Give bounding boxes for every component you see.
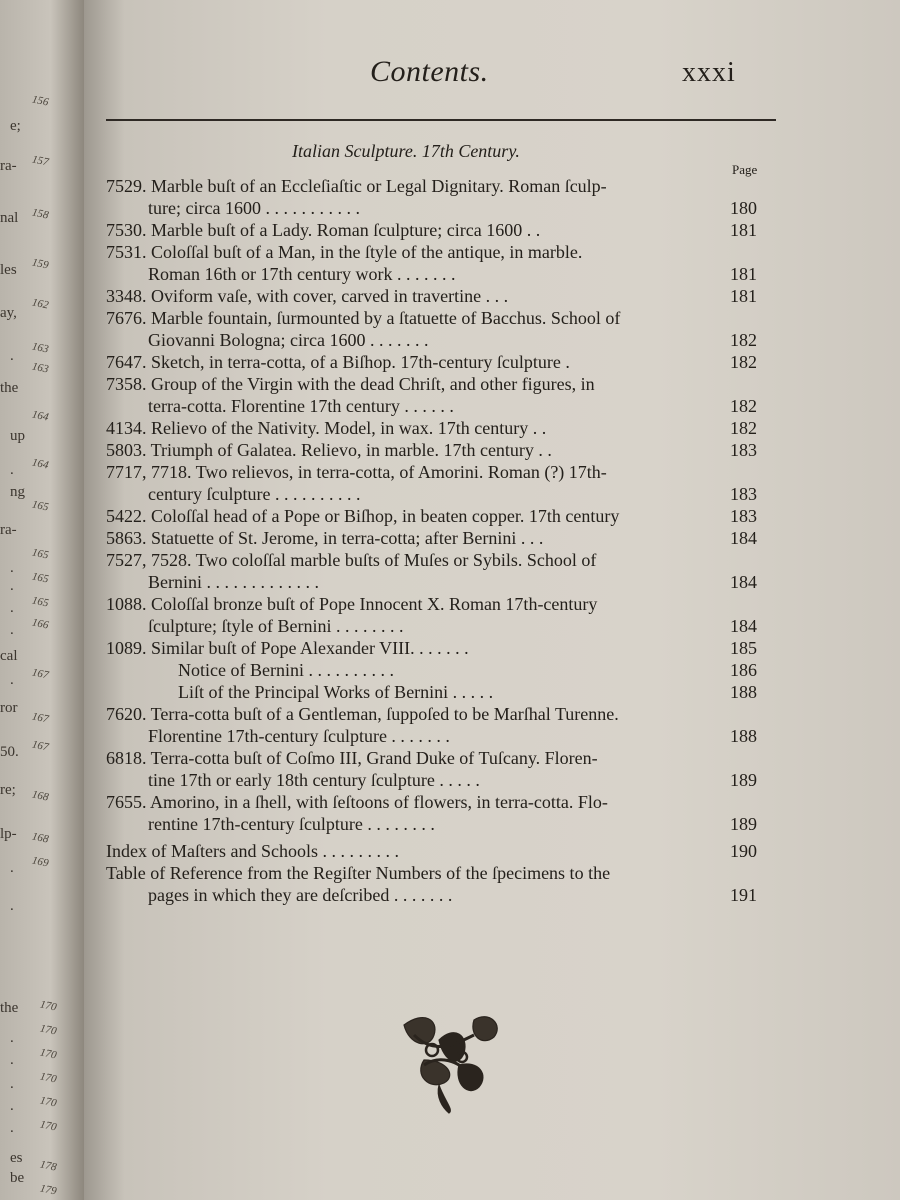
prev-page-fragment: .	[10, 622, 14, 638]
page-title: Contents.	[370, 55, 489, 88]
contents-entry-line: 7620. Terra-cotta buſt of a Gentleman, ſuppoſed to be Marſhal Turenne.	[106, 704, 619, 724]
contents-entry-line: rentine 17th-century ſculpture . . . . . . . .	[148, 814, 435, 834]
page-column-label: Page	[732, 162, 758, 177]
prev-page-fragment: ng	[10, 484, 25, 500]
contents-page-number: 184	[730, 616, 757, 636]
contents-entry-line: 1089. Similar buſt of Pope Alexander VIII. . . . . . .	[106, 638, 469, 658]
contents-entry-line: ſculpture; ſtyle of Bernini . . . . . . . .	[148, 616, 404, 636]
contents-entry-line: terra-cotta. Florentine 17th century . . . . . .	[148, 396, 454, 416]
header-rule	[106, 119, 776, 121]
prev-page-fragment: be	[10, 1170, 25, 1186]
contents-entry-line: Index of Maſters and Schools . . . . . . . . .	[106, 841, 399, 861]
prev-page-number: 168	[30, 788, 50, 804]
prev-page-number: 178	[38, 1158, 58, 1174]
contents-page-number: 182	[730, 396, 757, 416]
prev-page-fragment: ra-	[0, 158, 17, 174]
prev-page-fragment: 50.	[0, 744, 19, 760]
contents-page	[84, 0, 900, 1200]
contents-entry-line: pages in which they are deſcribed . . . . . . .	[148, 885, 453, 905]
contents-page-number: 181	[730, 286, 757, 306]
contents-entry-line: 7530. Marble buſt of a Lady. Roman ſculpture; circa 1600 . .	[106, 220, 541, 240]
contents-entry-line: Giovanni Bologna; circa 1600 . . . . . . .	[148, 330, 429, 350]
contents-page-number: 182	[730, 330, 757, 350]
contents-entry-line: 7647. Sketch, in terra-cotta, of a Biſhop. 17th-century ſculpture .	[106, 352, 570, 372]
prev-page-number: 165	[30, 498, 50, 514]
folio-number: xxxi	[682, 57, 736, 88]
floral-vignette-icon	[384, 1005, 514, 1115]
prev-page-number: 170	[38, 1046, 58, 1062]
prev-page-number: 165	[30, 570, 50, 586]
contents-page-number: 182	[730, 418, 757, 438]
contents-entry-line: 5422. Coloſſal head of a Pope or Biſhop, in beaten copper. 17th century	[106, 506, 620, 526]
prev-page-fragment: nal	[0, 210, 19, 226]
contents-entry-line: 7358. Group of the Virgin with the dead Chriſt, and other figures, in	[106, 374, 595, 394]
contents-page-number: 190	[730, 841, 757, 861]
contents-page-number: 188	[730, 726, 757, 746]
contents-page-number: 183	[730, 484, 757, 504]
contents-entry-line: ture; circa 1600 . . . . . . . . . . .	[148, 198, 360, 218]
prev-page-fragment: .	[10, 672, 14, 688]
prev-page-number: 167	[30, 666, 50, 682]
contents-entry-line: 7527, 7528. Two coloſſal marble buſts of Muſes or Sybils. School of	[106, 550, 597, 570]
contents-page-number: 184	[730, 528, 757, 548]
prev-page-number: 163	[30, 360, 50, 376]
prev-page-fragment: ay,	[0, 305, 17, 321]
prev-page-fragment: es	[10, 1150, 23, 1166]
contents-entry-line: Notice of Bernini . . . . . . . . . .	[178, 660, 394, 680]
prev-page-number: 169	[30, 854, 50, 870]
contents-entry-line: 7529. Marble buſt of an Eccleſiaſtic or Legal Dignitary. Roman ſculp-	[106, 176, 607, 196]
prev-page-number: 168	[30, 830, 50, 846]
contents-entry-line: Table of Reference from the Regiſter Numbers of the ſpecimens to the	[106, 863, 611, 883]
prev-page-number: 159	[30, 256, 50, 272]
previous-page-edge	[0, 0, 84, 1200]
prev-page-fragment: lp-	[0, 826, 17, 842]
prev-page-number: 156	[30, 93, 50, 109]
contents-page-number: 180	[730, 198, 757, 218]
prev-page-fragment: cal	[0, 648, 18, 664]
prev-page-fragment: les	[0, 262, 17, 278]
prev-page-fragment: re;	[0, 782, 16, 798]
prev-page-number: 164	[30, 456, 50, 472]
prev-page-number: 170	[38, 998, 58, 1014]
prev-page-fragment: .	[10, 600, 14, 616]
prev-page-number: 170	[38, 1094, 58, 1110]
prev-page-fragment: .	[10, 348, 14, 364]
contents-page-number: 188	[730, 682, 757, 702]
prev-page-fragment: .	[10, 1098, 14, 1114]
contents-entry-line: Florentine 17th-century ſculpture . . . . . . .	[148, 726, 450, 746]
section-title: Italian Sculpture. 17th Century.	[292, 141, 520, 161]
prev-page-fragment: .	[10, 578, 14, 594]
prev-page-fragment: ra-	[0, 522, 17, 538]
prev-page-fragment: the	[0, 1000, 19, 1016]
prev-page-number: 170	[38, 1070, 58, 1086]
prev-page-fragment: .	[10, 860, 14, 876]
contents-page-number: 184	[730, 572, 757, 592]
contents-entry-line: Bernini . . . . . . . . . . . . .	[148, 572, 319, 592]
prev-page-fragment: e;	[10, 118, 21, 134]
contents-entry-line: 1088. Coloſſal bronze buſt of Pope Innocent X. Roman 17th-century	[106, 594, 598, 614]
prev-page-number: 170	[38, 1022, 58, 1038]
prev-page-fragment: .	[10, 462, 14, 478]
contents-entry-line: 7717, 7718. Two relievos, in terra-cotta, of Amorini. Roman (?) 17th-	[106, 462, 607, 482]
prev-page-number: 167	[30, 738, 50, 754]
contents-entry-line: Roman 16th or 17th century work . . . . . . .	[148, 264, 456, 284]
prev-page-number: 179	[38, 1182, 58, 1198]
contents-page-number: 181	[730, 264, 757, 284]
prev-page-number: 165	[30, 546, 50, 562]
prev-page-fragment: .	[10, 1076, 14, 1092]
prev-page-fragment: the	[0, 380, 19, 396]
prev-page-fragment: .	[10, 1052, 14, 1068]
contents-page-number: 181	[730, 220, 757, 240]
contents-page-number: 182	[730, 352, 757, 372]
prev-page-number: 157	[30, 153, 50, 169]
prev-page-fragment: .	[10, 898, 14, 914]
prev-page-number: 163	[30, 340, 50, 356]
contents-entry-line: 7655. Amorino, in a ſhell, with ſeſtoons of flowers, in terra-cotta. Flo-	[106, 792, 608, 812]
prev-page-number: 167	[30, 710, 50, 726]
contents-entry-line: 6818. Terra-cotta buſt of Coſmo III, Grand Duke of Tuſcany. Floren-	[106, 748, 598, 768]
contents-entry-line: 4134. Relievo of the Nativity. Model, in wax. 17th century . .	[106, 418, 547, 438]
prev-page-number: 165	[30, 594, 50, 610]
contents-page-number: 189	[730, 814, 757, 834]
prev-page-number: 164	[30, 408, 50, 424]
contents-page-number: 185	[730, 638, 757, 658]
prev-page-fragment: up	[10, 428, 25, 444]
contents-entry-line: 7531. Coloſſal buſt of a Man, in the ſtyle of the antique, in marble.	[106, 242, 583, 262]
contents-entry-line: tine 17th or early 18th century ſculpture . . . . .	[148, 770, 480, 790]
contents-entry-line: Liſt of the Principal Works of Bernini . . . . .	[178, 682, 494, 702]
prev-page-number: 158	[30, 206, 50, 222]
contents-page-number: 183	[730, 506, 757, 526]
contents-page-number: 183	[730, 440, 757, 460]
contents-page-number: 186	[730, 660, 757, 680]
prev-page-number: 166	[30, 616, 50, 632]
contents-entry-line: 5803. Triumph of Galatea. Relievo, in marble. 17th century . .	[106, 440, 552, 460]
contents-entry-line: 3348. Oviform vaſe, with cover, carved in travertine . . .	[106, 286, 509, 306]
contents-page-number: 189	[730, 770, 757, 790]
contents-entry-line: 5863. Statuette of St. Jerome, in terra-cotta; after Bernini . . .	[106, 528, 544, 548]
contents-page-number: 191	[730, 885, 757, 905]
prev-page-number: 162	[30, 296, 50, 312]
prev-page-fragment: .	[10, 1030, 14, 1046]
prev-page-fragment: ror	[0, 700, 18, 716]
contents-entry-line: century ſculpture . . . . . . . . . .	[148, 484, 361, 504]
prev-page-fragment: .	[10, 560, 14, 576]
prev-page-number: 170	[38, 1118, 58, 1134]
prev-page-fragment: .	[10, 1120, 14, 1136]
contents-entry-line: 7676. Marble fountain, ſurmounted by a ſtatuette of Bacchus. School of	[106, 308, 621, 328]
